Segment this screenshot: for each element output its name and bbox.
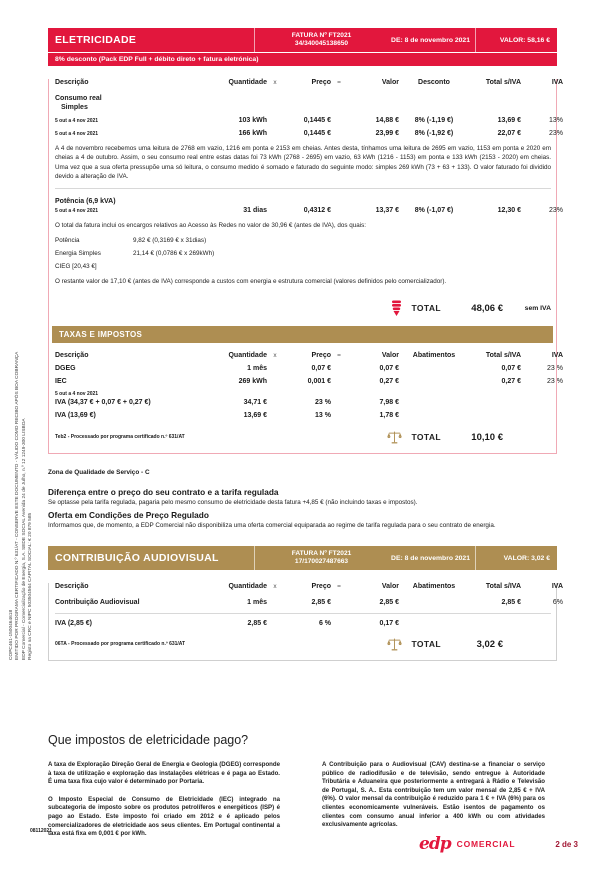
row-value: 14,88 € (375, 117, 399, 124)
row-value: 0,17 € (379, 620, 399, 628)
tariff-diff-text: Se optasse pela tarifa regulada, pagaria pelo mesmo consumo de eletricidade desta fatura +4,85 € (não incluindo taxas e impostos). (48, 499, 418, 507)
row-period: 5 out a 4 nov 2021 (55, 131, 99, 137)
col-quantidade: Quantidade (228, 583, 267, 591)
row-iva: 13% (548, 117, 563, 124)
row-desc: IVA (34,37 € + 0,07 € + 0,27 €) (55, 399, 151, 407)
service-quality-note: Zona de Qualidade de Serviço - C (48, 469, 150, 477)
row-iva: 23% (548, 130, 563, 137)
invoice-number-block (255, 32, 388, 48)
col-preco: Preço (311, 352, 331, 360)
row-price: 0,07 € (311, 365, 331, 373)
row-price: 23 % (315, 399, 331, 407)
invoice-label: FATURA Nº FT2021 (291, 549, 352, 557)
row-total: 22,07 € (497, 130, 521, 137)
row-desc: IEC (55, 378, 67, 386)
row-total: 0,07 € (501, 365, 521, 373)
col-preco: Preço (311, 583, 331, 591)
row-desc: DGEG (55, 365, 76, 373)
row-qty: 2,85 € (247, 620, 267, 628)
certified-program-note: 06TA - Processado por programa certificado n.º 631/AT (55, 641, 186, 648)
invoice-value: VALOR: 58,16 € (499, 36, 550, 44)
row-total: 12,30 € (497, 207, 521, 215)
invoice-date: DE: 8 de novembro 2021 (391, 36, 470, 44)
row-desc: IVA (2,85 €) (55, 620, 92, 628)
row-discount: 8% (-1,19 €) (414, 117, 454, 124)
row-desc: IVA (13,69 €) (55, 412, 96, 420)
col-quantidade: Quantidade (228, 79, 267, 86)
equals-symbol: = (337, 583, 341, 591)
regulated-offer-title: Oferta em Condições de Preço Regulado (48, 510, 209, 521)
tax-explanation-block (48, 733, 557, 848)
total-label: TOTAL (411, 432, 441, 443)
col-descricao: Descrição (55, 352, 89, 360)
electricity-total-row (55, 298, 551, 318)
col-abatimentos: Abatimentos (412, 352, 456, 360)
row-total: 2,85 € (501, 599, 521, 607)
col-total: Total s/IVA (485, 79, 521, 86)
audiovisual-table-header (55, 583, 563, 591)
invoice-number: 34/340045138650 (294, 40, 349, 47)
total-suffix: sem IVA (524, 304, 551, 312)
row-iva: 23 % (547, 365, 563, 373)
discount-subtitle: 8% desconto (Pack EDP Full + débito direto + fatura eletrónica) (48, 53, 557, 66)
equals-symbol: = (337, 352, 341, 360)
section-title: CONTRIBUIÇÃO AUDIOVISUAL (55, 552, 219, 565)
table-row (55, 599, 563, 607)
row-value: 2,85 € (379, 599, 399, 607)
tariff-diff-title: Diferença entre o preço do seu contrato e a tarifa regulada (48, 487, 279, 498)
electricity-plug-icon (391, 300, 402, 317)
consumption-group-sub: Simples (61, 104, 88, 111)
col-valor: Valor (381, 583, 399, 591)
legal-line-1: COPC461-1500464618 (9, 609, 14, 660)
total-label: TOTAL (411, 303, 441, 314)
col-descricao: Descrição (55, 583, 89, 591)
table-row (55, 117, 563, 124)
network-access-note: O total da fatura inclui os encargos relativos ao Acesso às Redes no valor de 30,96 € (antes de IVA), dos quais: (55, 222, 367, 230)
legal-line-3: EDP Comercial - Comercialização de Energia, S.A. SEDE SOCIAL Avenida 24 de Julho, n.º 12 1249-300 LISBOA (21, 418, 27, 660)
electricity-table-header (55, 79, 563, 86)
electricity-section (48, 28, 563, 454)
row-price: 2,85 € (311, 599, 331, 607)
power-group-title: Potência (6,9 kVA) (55, 198, 116, 206)
row-total: 0,27 € (501, 378, 521, 386)
invoice-number-block (255, 550, 388, 566)
row-qty: 269 kWh (238, 378, 267, 386)
legal-sidebar-text (9, 328, 35, 660)
row-period: 5 out a 4 nov 2021 (55, 118, 99, 124)
edp-logo-suffix: COMERCIAL (456, 839, 516, 849)
col-valor: Valor (381, 79, 399, 86)
print-date-code: 08112021 (30, 828, 52, 834)
col-iva: IVA (551, 352, 563, 360)
col-valor: Valor (381, 352, 399, 360)
audiovisual-detail-box (48, 583, 563, 661)
row-qty: 1 mês (247, 365, 267, 373)
row-price: 0,1445 € (303, 130, 331, 137)
total-value: 3,02 € (476, 638, 503, 650)
table-row (55, 207, 563, 215)
table-row (55, 378, 563, 386)
row-value: 1,78 € (379, 412, 399, 420)
invoice-label: FATURA Nº FT2021 (291, 31, 352, 39)
row-qty: 103 kWh (238, 117, 267, 124)
consumption-group-title: Consumo real (55, 95, 102, 102)
row-discount: 8% (-1,07 €) (414, 207, 454, 215)
row-iva: 23 % (547, 378, 563, 386)
row-value: 7,98 € (379, 399, 399, 407)
invoice-ref-block (254, 28, 476, 52)
invoice-date: DE: 8 de novembro 2021 (391, 554, 470, 562)
breakdown-value: 9,82 € (0,3169 € x 31dias) (133, 236, 207, 244)
row-iva: 6% (552, 599, 563, 607)
total-value: 48,06 € (471, 302, 503, 314)
invoice-number: 17/170027487663 (294, 558, 349, 566)
breakdown-value: 21,14 € (0,0786 € x 269kWh) (133, 249, 215, 257)
section-divider (55, 188, 551, 189)
multiply-symbol: x (273, 79, 277, 86)
breakdown-row (55, 250, 551, 257)
col-quantidade: Quantidade (228, 352, 267, 360)
row-qty: 31 dias (243, 207, 267, 215)
page-number: 2 de 3 (555, 839, 578, 849)
row-value: 0,27 € (379, 378, 399, 386)
breakdown-label: Potência (55, 236, 80, 244)
electricity-detail-box (48, 79, 563, 454)
certified-program-note: Teb2 - Processado por programa certificado n.º 631/AT (55, 434, 185, 441)
legal-line-2: EMITIDO POR PROGRAMA CERTIFICADO N.º 631/AT - CONSERVE ESTE DOCUMENTO - VÁLIDO COMO RECIBO APÓS BOA COBRANÇA (15, 351, 21, 660)
row-price: 0,1445 € (303, 117, 331, 124)
col-iva: IVA (551, 583, 563, 591)
table-row (55, 399, 551, 406)
scales-icon (387, 430, 402, 445)
footer-branding (419, 834, 586, 854)
tax-explanation-title: Que impostos de eletricidade pago? (48, 733, 249, 748)
invoice-content (48, 28, 563, 848)
row-iva: 23% (548, 207, 563, 215)
row-price: 0,4312 € (303, 207, 331, 215)
row-price: 13 % (315, 412, 331, 420)
row-qty: 166 kWh (238, 130, 267, 137)
row-discount: 8% (-1,92 €) (414, 130, 454, 137)
col-total: Total s/IVA (485, 352, 521, 360)
row-price: 6 % (318, 620, 331, 628)
breakdown-row (55, 237, 551, 244)
taxes-total-row (55, 427, 551, 447)
commercial-cost-note: O restante valor de 17,10 € (antes de IVA) corresponde a custos com energia e estrutura comercial (valores definidos pelo comercializador). (55, 277, 447, 285)
iec-paragraph: O Imposto Especial de Consumo de Eletricidade (IEC) integrado na subcategoria de imposto sobre os produtos petrolíferos e energéticos (ISP) é pago ao Estado. Este imposto foi criado em 2012 e é aplicado pelos comercializadores de eletricidade aos seus clientes. Em Portugal continental a taxa está fixa em 0,001 € por kWh. (48, 795, 280, 838)
row-qty: 1 mês (247, 599, 267, 607)
col-desconto: Desconto (418, 79, 450, 86)
cav-paragraph: A Contribuição para o Audiovisual (CAV) destina-se a financiar o serviço público de radiodifusão e de televisão, sendo entregue à Autoridade Tributária e Aduaneira que posteriormente a entregará à Rádio e Televisão de Portugal, S. A.. Esta contribuição tem um valor mensal de 2,85 € + IVA (6%). O valor mensal da contribuição é reduzido para 1 € + IVA (6%) para os clientes economicamente vulneráveis. Estão isentos de pagamento os clientes com consumo anual inferior a 400 kWh ou com atividades exclusivamente agrícolas. (322, 761, 545, 829)
row-divider (55, 613, 551, 614)
equals-symbol: = (337, 79, 341, 86)
edp-logo: edp (419, 834, 451, 854)
row-value: 13,37 € (375, 207, 399, 215)
cieg-note: CIEG [20,43 €] (55, 262, 97, 270)
row-value: 0,07 € (379, 365, 399, 373)
tariff-comparison-block (48, 487, 557, 529)
tax-explanation-col1 (48, 761, 280, 848)
table-row (55, 365, 563, 373)
legal-line-4: Registo na CRC e NIPC 503504564 CAPITAL SOCIAL: € 20 879 585 (28, 512, 34, 660)
row-desc: Contribuição Audiovisual (55, 599, 140, 607)
col-preco: Preço (311, 79, 331, 86)
electricity-header-bar (48, 28, 557, 52)
row-price: 0,001 € (307, 378, 331, 386)
multiply-symbol: x (273, 583, 277, 591)
total-value: 10,10 € (471, 431, 503, 443)
audiovisual-section (48, 546, 563, 661)
col-abatimentos: Abatimentos (412, 583, 456, 591)
table-row (55, 412, 551, 419)
invoice-value: VALOR: 3,02 € (503, 554, 550, 562)
audiovisual-total-row (55, 634, 551, 654)
taxes-header-bar: TAXAS E IMPOSTOS (52, 326, 553, 343)
col-descricao: Descrição (55, 79, 89, 86)
breakdown-label: Energia Simples (55, 249, 101, 257)
total-label: TOTAL (411, 639, 441, 650)
dgeg-paragraph: A taxa de Exploração Direção Geral de Energia e Geologia (DGEG) corresponde à taxa de utilização e exploração das instalações elétricas e é paga ao Estado. É uma taxa fixa cujo valor é determinado por Portaria. (48, 761, 280, 786)
row-period: 5 out a 4 nov 2021 (55, 208, 99, 215)
invoice-ref-block (254, 546, 476, 570)
table-row (55, 130, 563, 137)
row-total: 13,69 € (497, 117, 521, 124)
audiovisual-header-bar (48, 546, 557, 570)
regulated-offer-text: Informamos que, de momento, a EDP Comercial não disponibiliza uma oferta comercial equiparada ao regime de tarifa regulada para o seu contrato de energia. (48, 522, 496, 530)
row-qty: 13,69 € (243, 412, 267, 420)
iva-period-label: 5 out a 4 nov 2021 (55, 391, 99, 398)
row-qty: 34,71 € (243, 399, 267, 407)
scales-icon (387, 637, 402, 652)
col-total: Total s/IVA (485, 583, 521, 591)
multiply-symbol: x (273, 352, 277, 360)
taxes-table-header (55, 352, 563, 360)
col-iva: IVA (551, 79, 563, 86)
table-row (55, 620, 551, 627)
row-value: 23,99 € (375, 130, 399, 137)
section-title: ELETRICIDADE (55, 34, 137, 46)
meter-reading-note: A 4 de novembro recebemos uma leitura de 2768 em vazio, 1216 em ponta e 2153 em cheias. Antes desta, tínhamos uma leitura de 2695 em vazio, 1153 em ponta e 2020 em cheias a 4 de outubro. Assim, o seu consumo real entre estas datas foi 73 kWh (2768 - 2695) em vazio, 63 kWh (1216 - 1153) em ponta e 133 kWh (2153 - 2020) em cheias. Uma vez que a sua oferta pressupõe uma só leitura, o consumo medido é somado e faturado do seguinte modo: simples 269 kWh (73 + 63 + 133). O valor faturado foi dividido devido a alteração de IVA. (55, 145, 551, 180)
